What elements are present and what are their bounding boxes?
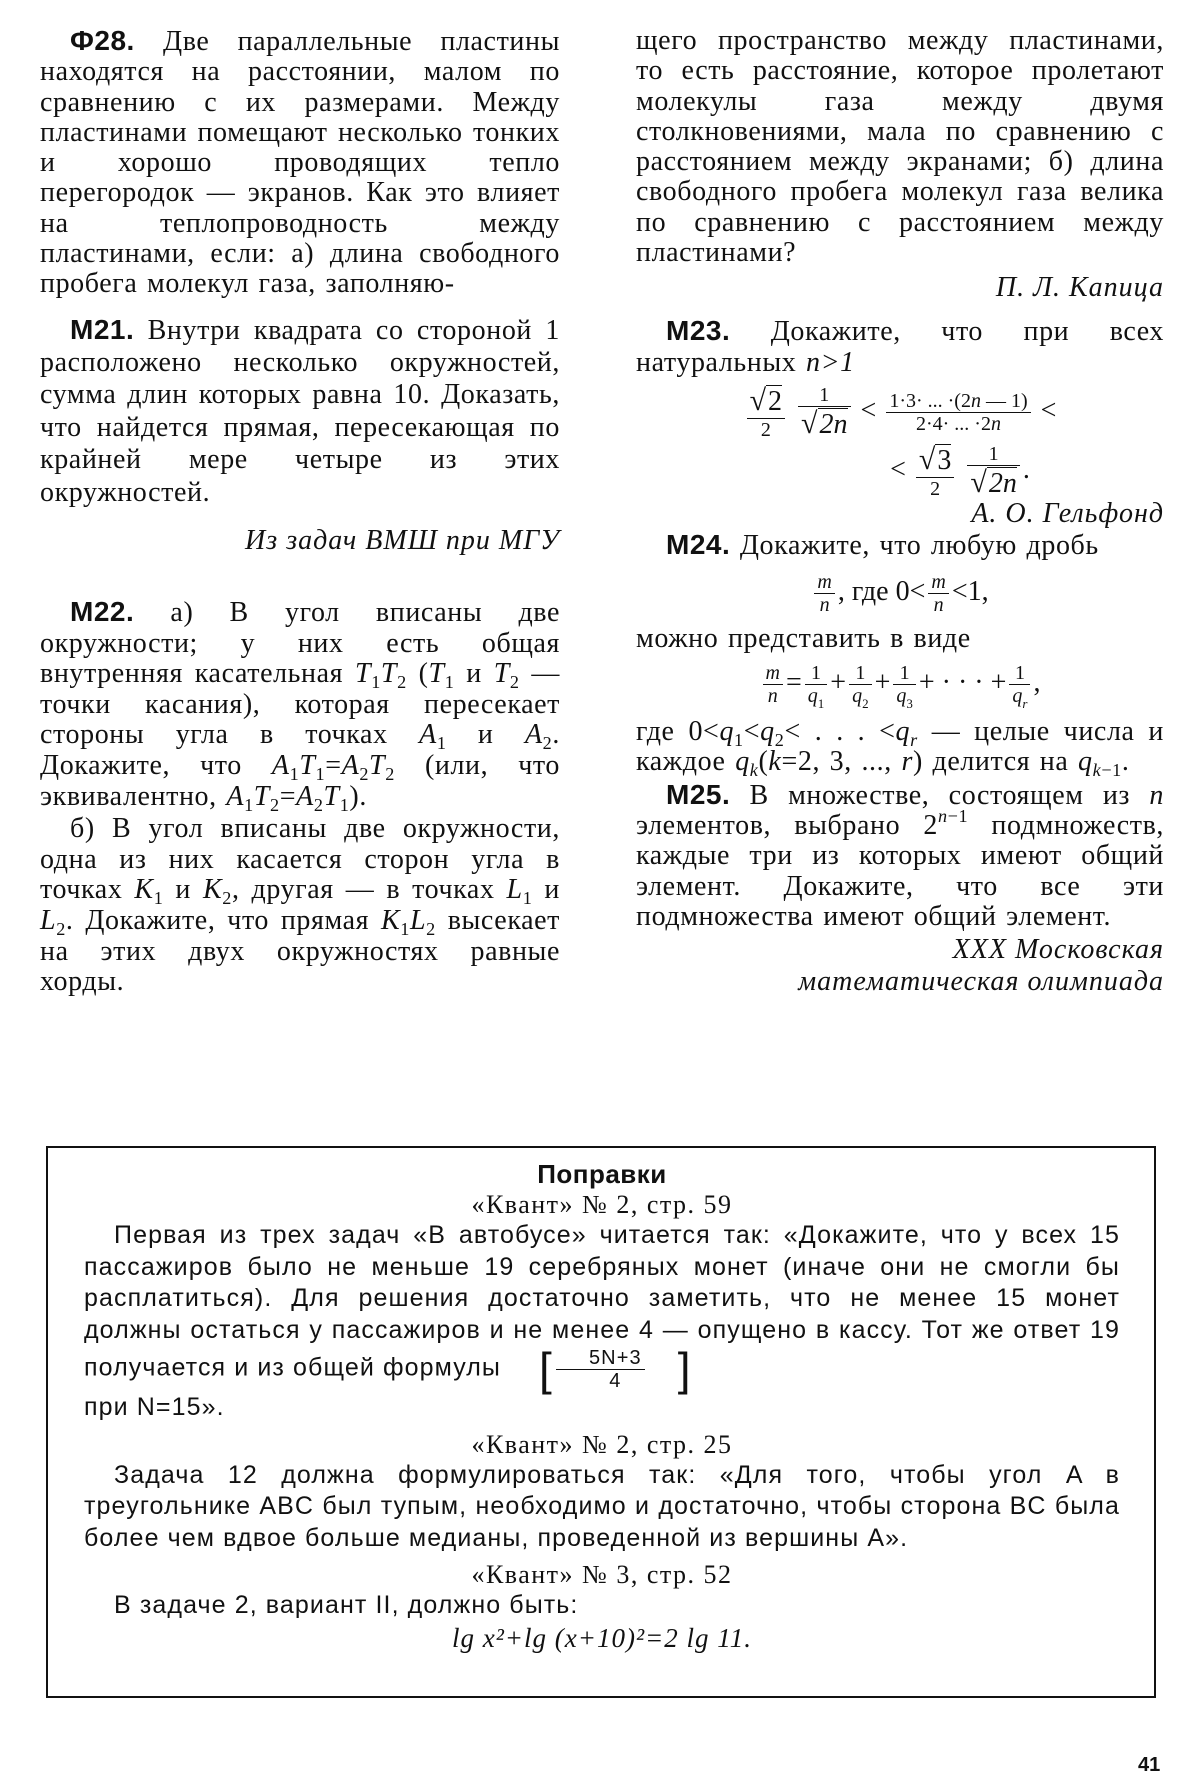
m24-sum: $\frac{m}{n}$ = $\frac{1}{q_1}$ + $\frac{1}{q_2}$ + $\frac{1}{q_3}$ + · · · + $\frac{1}{q_r}$ , [636, 662, 1164, 707]
m25-source: XXX Московская математическая олимпиада [798, 934, 1164, 998]
right-column [636, 26, 1164, 998]
problem-m21: М21. Внутри квадрата со стороной 1 расположено несколько окружностей, сумма длин которых равна 10. Доказать, что найдется прямая, пересекающая по крайней мере четыре из этих окружностей. [40, 313, 560, 508]
m24-represent: можно представить в виде [636, 622, 971, 654]
corrections-source-2: «Квант» № 2, стр. 25 [471, 1429, 733, 1459]
m24-conditions: где $0<q_1<q_2<$ . . . $<q_r$ — целые числа и каждое $q_k(k=2$, 3, ..., r) делится на $q_{k-1}$. [636, 716, 1164, 781]
m23-author: А. О. Гельфонд [971, 497, 1164, 529]
correction-3: В задаче 2, вариант II, должно быть: [114, 1591, 579, 1619]
problem-m22b: б) В угол вписаны две окружности, одна из них касается сторон угла в точках $K_1$ и $K_2$, другая — в точках $L_1$ и $L_2$. Докажите, что прямая $K_1L_2$ высекает на этих двух окружностях равные хорды. [40, 813, 560, 998]
problem-f28: Ф28. Две параллельные пластины находятся на расстоянии, малом по сравнению с их размерами. Между пластинами помещают несколько тонких и хорошо проводящих тепло перегородок — экранов. Как это влияет на теплопроводность между пластинами, если: а) длина свободного пробега молекул газа, заполняю- [40, 25, 561, 300]
problem-m24: М24. Докажите, что любую дробь [666, 528, 1099, 561]
problem-m25: М25. В множестве, состоящем из n элементов, выбрано $2^{n-1}$ подмножеств, каждые три из которых имеют общий элемент. Докажите, что все эти подмножества имеют общий элемент. [636, 778, 1165, 932]
corrections-source-1: «Квант» № 2, стр. 59 [471, 1190, 733, 1219]
corrections-title: Поправки [537, 1159, 667, 1189]
correction-1: Первая из трех задач «В автобусе» читается так: «Докажите, что у всех 15 пассажиров было не меньше 19 серебряных монет (иначе они не смогли бы расплатиться). Для решения достаточно заметить, что не менее 15 монет должны остаться у пассажиров и не менее 4 — опущено в кассу. Тот же ответ 19 получается и из общей формулы [ $\frac{5N+3}{4}$ ] при N=15». [84, 1221, 1120, 1421]
page-number: 41 [1138, 1754, 1161, 1776]
left-column [40, 26, 560, 998]
corrections-box [46, 1146, 1156, 1698]
f28-author: П. Л. Капица [995, 272, 1164, 304]
corrections-source-3: «Квант» № 3, стр. 52 [471, 1560, 733, 1589]
correction-2: Задача 12 должна формулироваться так: «Для того, чтобы угол A в треугольнике ABC был тупым, необходимо и достаточно, чтобы сторона BC была более чем вдвое больше медианы, проведенной из вершины A». [84, 1460, 1120, 1552]
correction-equation: lg x²+lg (x+10)²=2 lg 11. [451, 1622, 753, 1653]
problem-m22a: М22. а) В угол вписаны две окружности; у них есть общая внутренняя касательная $T_1T_2$ ($T_1$ и $T_2$ — точки касания), которая пересекает стороны угла в точках $A_1$ и $A_2$. Докажите, что $A_1T_1=A_2T_2$ (или, что эквивалентно, $A_1T_2=A_2T_1$). [40, 596, 561, 815]
m23-inequality-line1: $\frac{√2}{2}$ $\frac{1}{√2n}$ < $\frac{1\cdot 3\cdot ... \cdot(2n — 1)}{2\cdot 4\cdot ... \cdot 2n}$ < [636, 384, 1164, 441]
problem-m23: М23. Докажите, что при всех натуральных n>1 [636, 315, 1164, 378]
m24-fraction-condition: $\frac{m}{n}$ , где 0< $\frac{m}{n}$ <1, [636, 571, 1164, 616]
m21-source: Из задач ВМШ при МГУ [245, 525, 560, 557]
m23-inequality-line2: < $\frac{√3}{2}$ $\frac{1}{√2n}$ . [890, 442, 1030, 500]
problem-f28-continued: щего пространство между пластинами, то есть расстояние, которое пролетают молекулы газа между двумя столкновениями, мала по сравнению с расстоянием между экранами; б) длина свободного пробега молекул газа велика по сравнению с расстоянием между пластинами? [636, 25, 1164, 269]
